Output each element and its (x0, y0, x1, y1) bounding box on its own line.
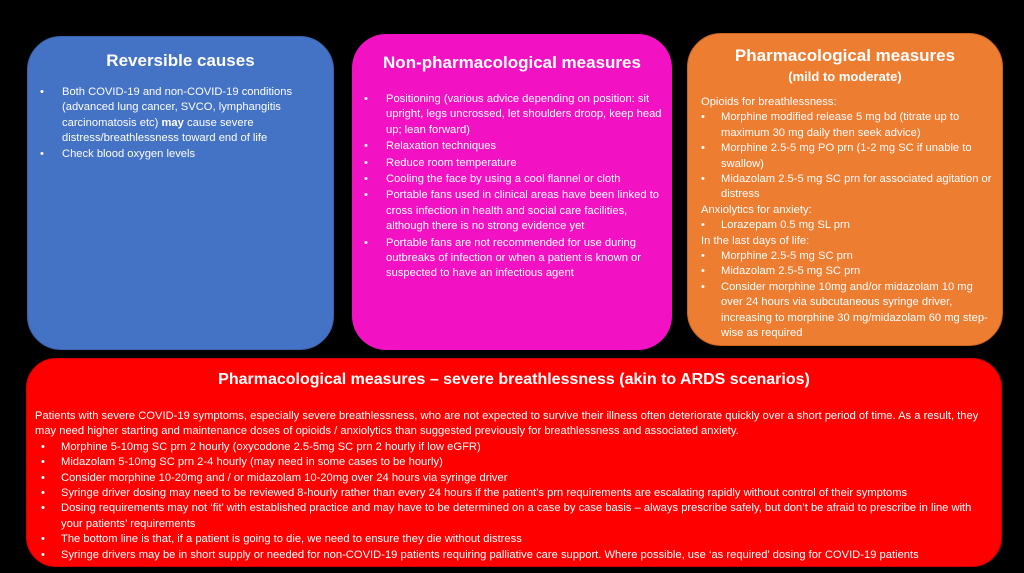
list-item: • Consider morphine 10-20mg and / or midazolam 10-20mg over 24 hours via syringe driver (35, 471, 991, 486)
list-item (40, 85, 323, 147)
section-heading: Opioids for breathlessness: (701, 96, 837, 108)
last-days-list (701, 249, 994, 341)
non-pharmacological-list (352, 92, 672, 282)
list-item: • Reduce room temperature (364, 156, 668, 171)
list-item: • Portable fans used in clinical areas have been linked to cross infection in health and social care facilities, although there is no strong evidence yet (364, 188, 668, 234)
list-item: • Consider morphine 10mg and/or midazolam 10 mg over 24 hours via subcutaneous syringe driver, increasing to morphine 30 mg/midazolam 60 mg step-wise as required (701, 280, 994, 342)
bullet-text: Both COVID-19 and non-COVID-19 conditions (advanced lung cancer, SVCO, lymphangitis carcinomatosis etc) (62, 86, 293, 129)
anxiolytics-list (701, 218, 994, 233)
pharmacological-severe-title: Pharmacological measures – severe breathlessness (akin to ARDS scenarios) (218, 371, 810, 388)
opioids-list (701, 110, 994, 202)
list-item: • Syringe driver dosing may need to be reviewed 8-hourly rather than every 24 hours if the patient’s prn requirements are escalating rapidly without control of their symptoms (35, 486, 991, 501)
severe-measures-list (35, 440, 991, 563)
pharmacological-mild-panel (687, 33, 1003, 346)
bullet-emphasis: may (161, 116, 184, 129)
list-item: • Morphine 2.5-5 mg PO prn (1-2 mg SC if unable to swallow) (701, 141, 994, 172)
list-item: • Morphine 5-10mg SC prn 2 hourly (oxycodone 2.5-5mg SC prn 2 hourly if low eGFR) (35, 440, 991, 455)
list-item: • Syringe drivers may be in short supply or needed for non-COVID-19 patients requiring palliative care support. Where possible, use ‘as required’ dosing for COVID-19 patients (35, 548, 991, 563)
reversible-causes-list (28, 85, 333, 162)
list-item: • Midazolam 2.5-5 mg SC prn (701, 264, 994, 279)
list-item: • Portable fans are not recommended for use during outbreaks of infection or when a patient is known or suspected to have an infectious agent (364, 236, 668, 282)
pharmacological-severe-content (27, 409, 1001, 563)
list-item: • Cooling the face by using a cool flannel or cloth (364, 172, 668, 187)
list-item: • Dosing requirements may not ‘fit’ with established practice and may have to be determined on a case by case basis – always prescribe safely, but don’t be afraid to prescribe in line with your patients’ requirements (35, 501, 991, 532)
bullet-text: Check blood oxygen levels (62, 147, 196, 160)
non-pharmacological-panel (352, 34, 672, 350)
list-item: • Midazolam 2.5-5 mg SC prn for associated agitation or distress (701, 172, 994, 203)
list-item: • Morphine 2.5-5 mg SC prn (701, 249, 994, 264)
section-heading: In the last days of life: (701, 234, 810, 247)
list-item: • Lorazepam 0.5 mg SL prn (701, 218, 994, 233)
intro-paragraph: Patients with severe COVID-19 symptoms, especially severe breathlessness, who are not expected to survive their illness often deteriorate quickly over a short period of time. As a result, they may need higher starting and maintenance doses of opioids / anxiolytics than suggested previously for breathlessness and associated anxiety. (35, 410, 979, 438)
list-item: • Midazolam 5-10mg SC prn 2-4 hourly (may need in some cases to be hourly) (35, 455, 991, 470)
pharmacological-severe-panel (26, 358, 1002, 567)
list-item: • Positioning (various advice depending on position: sit upright, legs uncrossed, let shoulders droop, keep head up; lean forward) (364, 92, 668, 138)
pharmacological-mild-title: Pharmacological measures (734, 46, 956, 65)
list-item: • The bottom line is that, if a patient is going to die, we need to ensure they die without distress (35, 532, 991, 547)
pharmacological-mild-subtitle: (mild to moderate) (788, 69, 902, 84)
bullet-text: cause severe distress/breathlessness toward end of life (62, 116, 268, 145)
reversible-causes-panel (27, 36, 334, 350)
non-pharmacological-title: Non-pharmacological measures (383, 53, 641, 72)
list-item: • Relaxation techniques (364, 139, 668, 154)
pharmacological-mild-content (688, 95, 1002, 342)
section-heading: Anxiolytics for anxiety: (701, 203, 812, 216)
reversible-causes-title: Reversible causes (106, 51, 255, 70)
list-item (40, 147, 323, 162)
list-item: • Morphine modified release 5 mg bd (titrate up to maximum 30 mg daily then seek advice) (701, 110, 994, 141)
